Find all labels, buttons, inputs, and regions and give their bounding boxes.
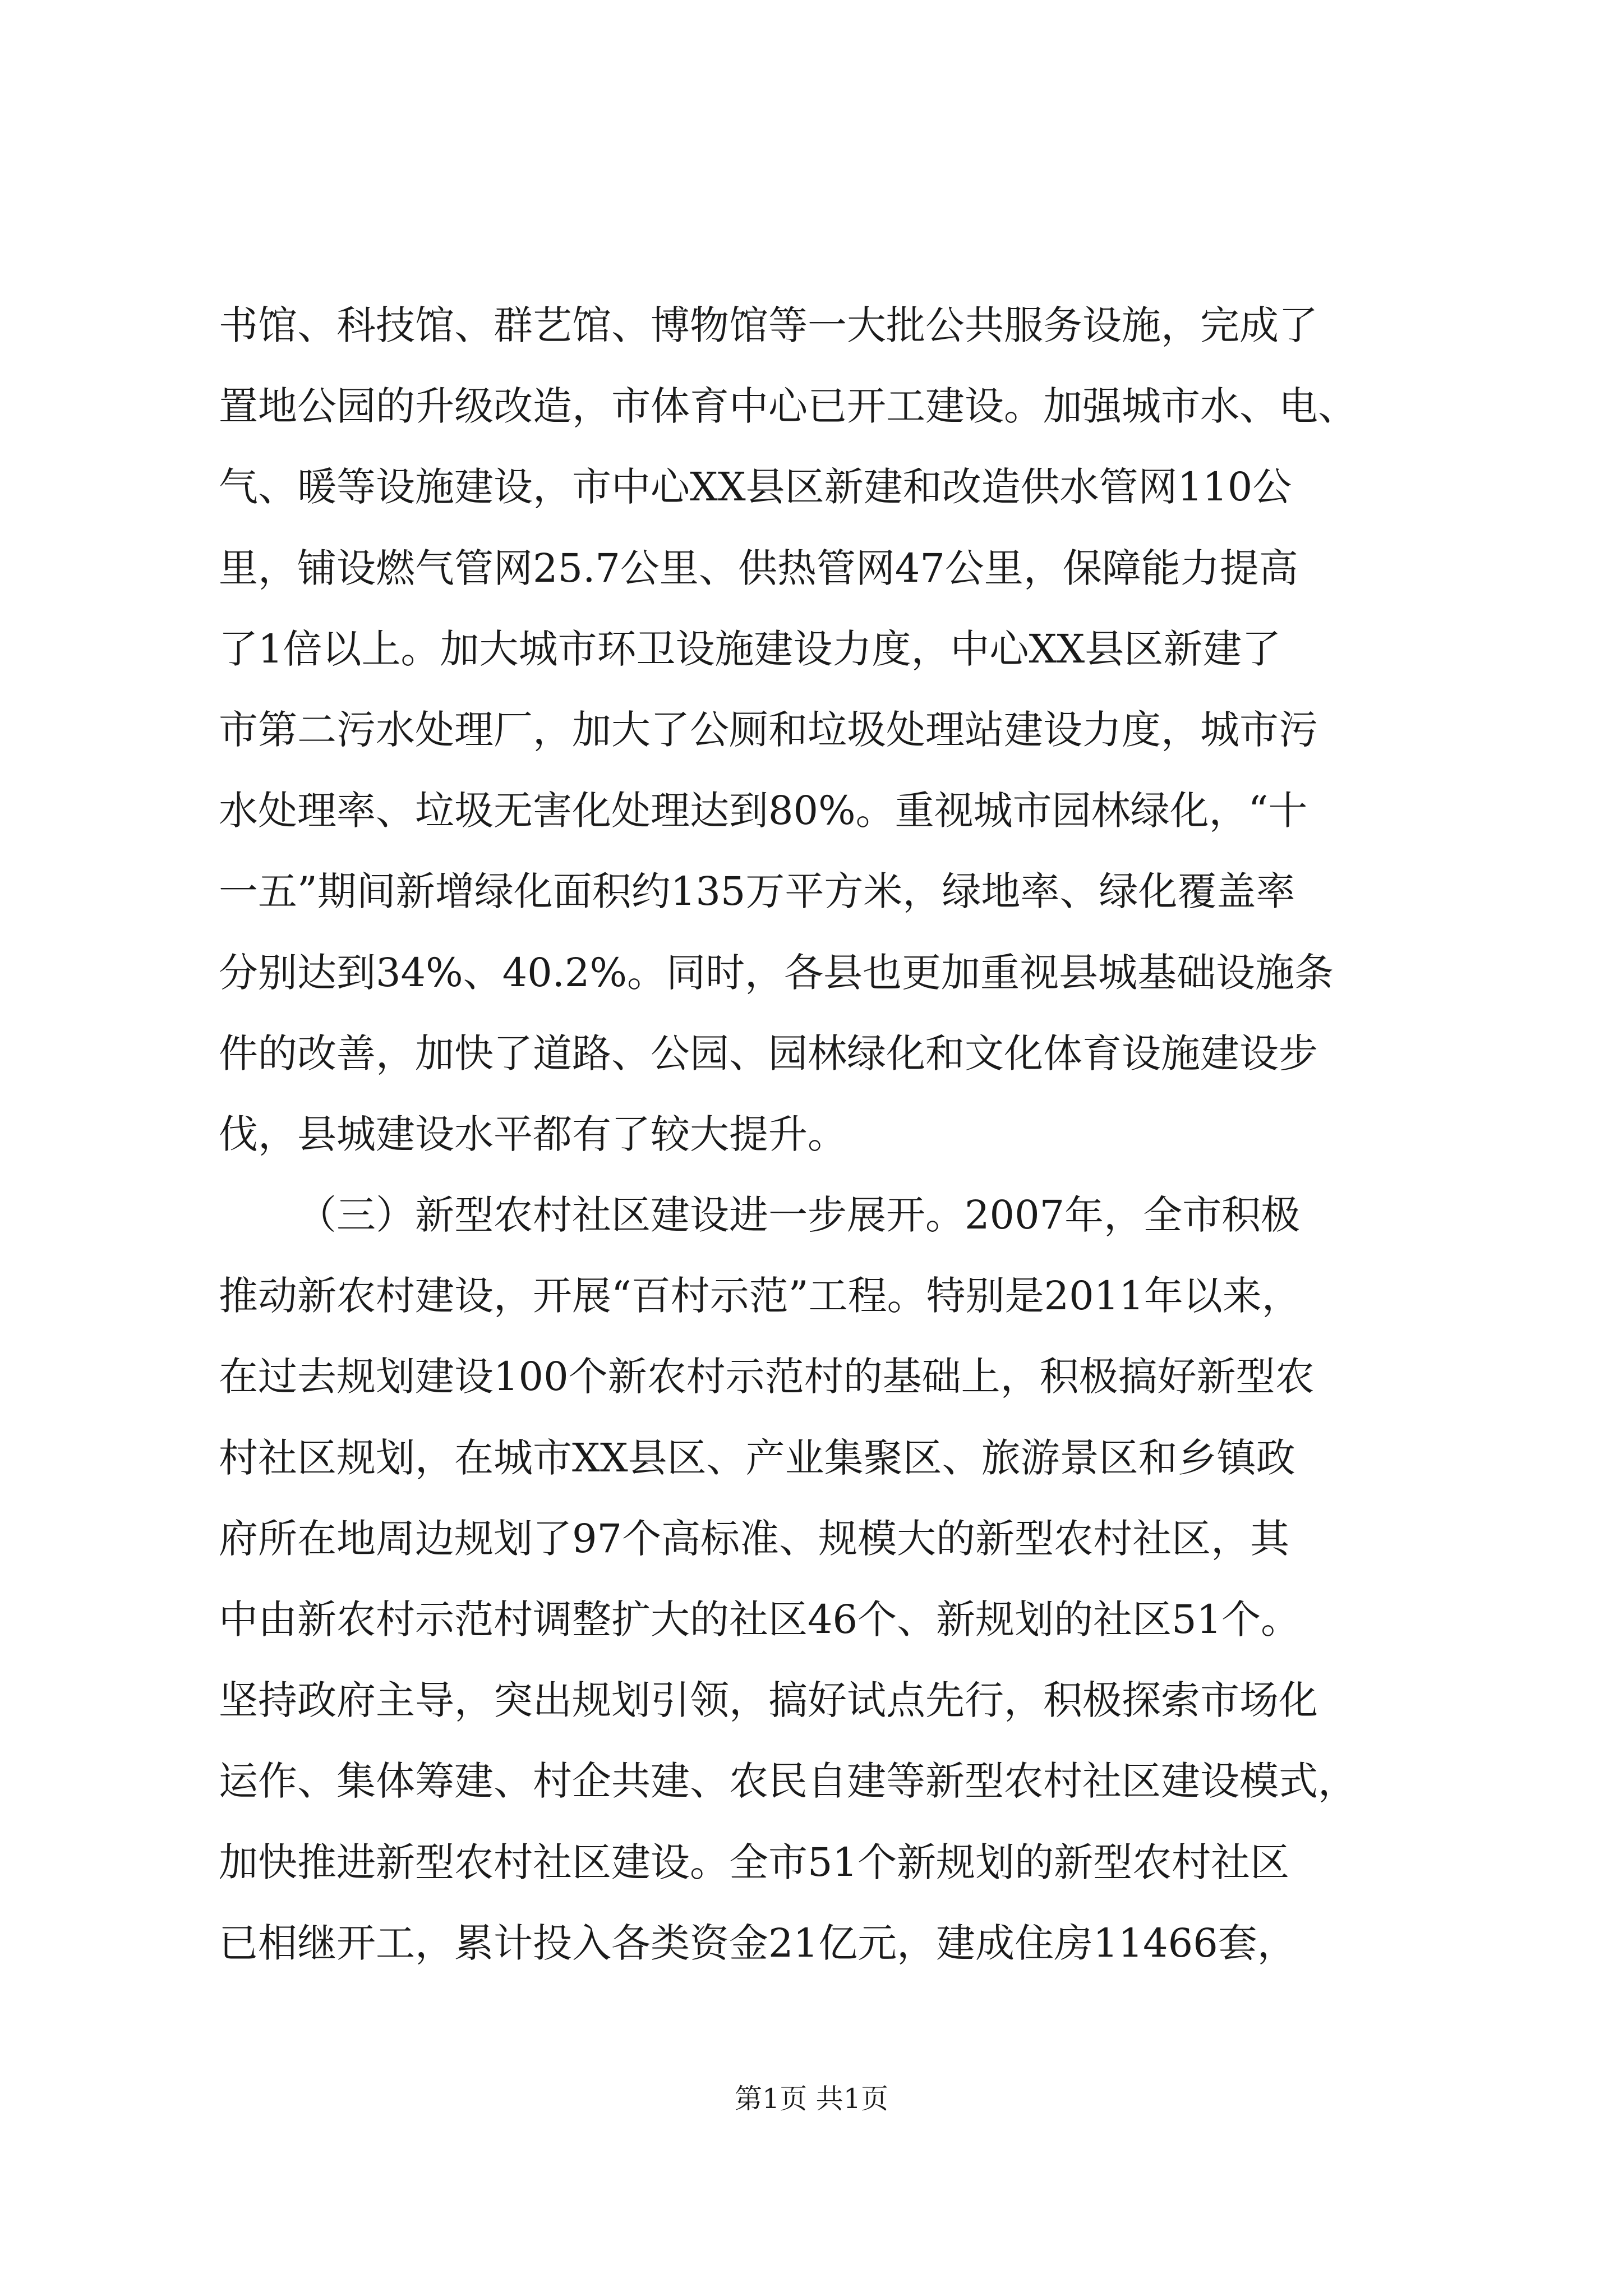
text-line: 市第二污水处理厂，加大了公厕和垃圾处理站建设力度，城市污 xyxy=(219,706,1318,753)
text-line: 气、暖等设施建设，市中心XX县区新建和改造供水管网110公 xyxy=(219,464,1292,510)
body-text xyxy=(219,285,1408,1984)
text-line: 水处理率、垃圾无害化处理达到80%。重视城市园林绿化，“十 xyxy=(219,788,1308,834)
text-line: 运作、集体筹建、村企共建、农民自建等新型农村社区建设模式， xyxy=(219,1758,1357,1805)
text-line: 分别达到34%、40.2%。同时，各县也更加重视县城基础设施条 xyxy=(219,949,1334,996)
text-line: 坚持政府主导，突出规划引领，搞好试点先行，积极探索市场化 xyxy=(219,1677,1318,1724)
text-line: 了1倍以上。加大城市环卫设施建设力度，中心XX县区新建了 xyxy=(219,625,1281,672)
paragraph-first-line: （三）新型农村社区建设进一步展开。2007年，全市积极 xyxy=(297,1192,1301,1239)
text-line: 书馆、科技馆、群艺馆、博物馆等一大批公共服务设施，完成了 xyxy=(219,302,1318,348)
text-line: 加快推进新型农村社区建设。全市51个新规划的新型农村社区 xyxy=(219,1839,1290,1885)
text-line: 中由新农村示范村调整扩大的社区46个、新规划的社区51个。 xyxy=(219,1596,1301,1642)
text-line: 已相继开工，累计投入各类资金21亿元，建成住房11466套， xyxy=(219,1920,1297,1966)
text-line: 府所在地周边规划了97个高标准、规模大的新型农村社区，其 xyxy=(219,1515,1290,1562)
text-line: 伐，县城建设水平都有了较大提升。 xyxy=(219,1111,847,1157)
text-line: 件的改善，加快了道路、公园、园林绿化和文化体育设施建设步 xyxy=(219,1030,1318,1076)
text-line: 置地公园的升级改造，市体育中心已开工建设。加强城市水、电、 xyxy=(219,383,1357,430)
page-footer xyxy=(0,2082,1623,2116)
text-line: 一五”期间新增绿化面积约135万平方米，绿地率、绿化覆盖率 xyxy=(219,868,1295,915)
page-number-label: 第1页 共1页 xyxy=(735,2083,888,2115)
text-line: 在过去规划建设100个新农村示范村的基础上，积极搞好新型农 xyxy=(219,1354,1315,1400)
text-line: 推动新农村建设，开展“百村示范”工程。特别是2011年以来， xyxy=(219,1273,1301,1319)
text-line: 里，铺设燃气管网25.7公里、供热管网47公里，保障能力提高 xyxy=(219,545,1298,591)
text-line: 村社区规划，在城市XX县区、产业集聚区、旅游景区和乡镇政 xyxy=(219,1434,1295,1481)
